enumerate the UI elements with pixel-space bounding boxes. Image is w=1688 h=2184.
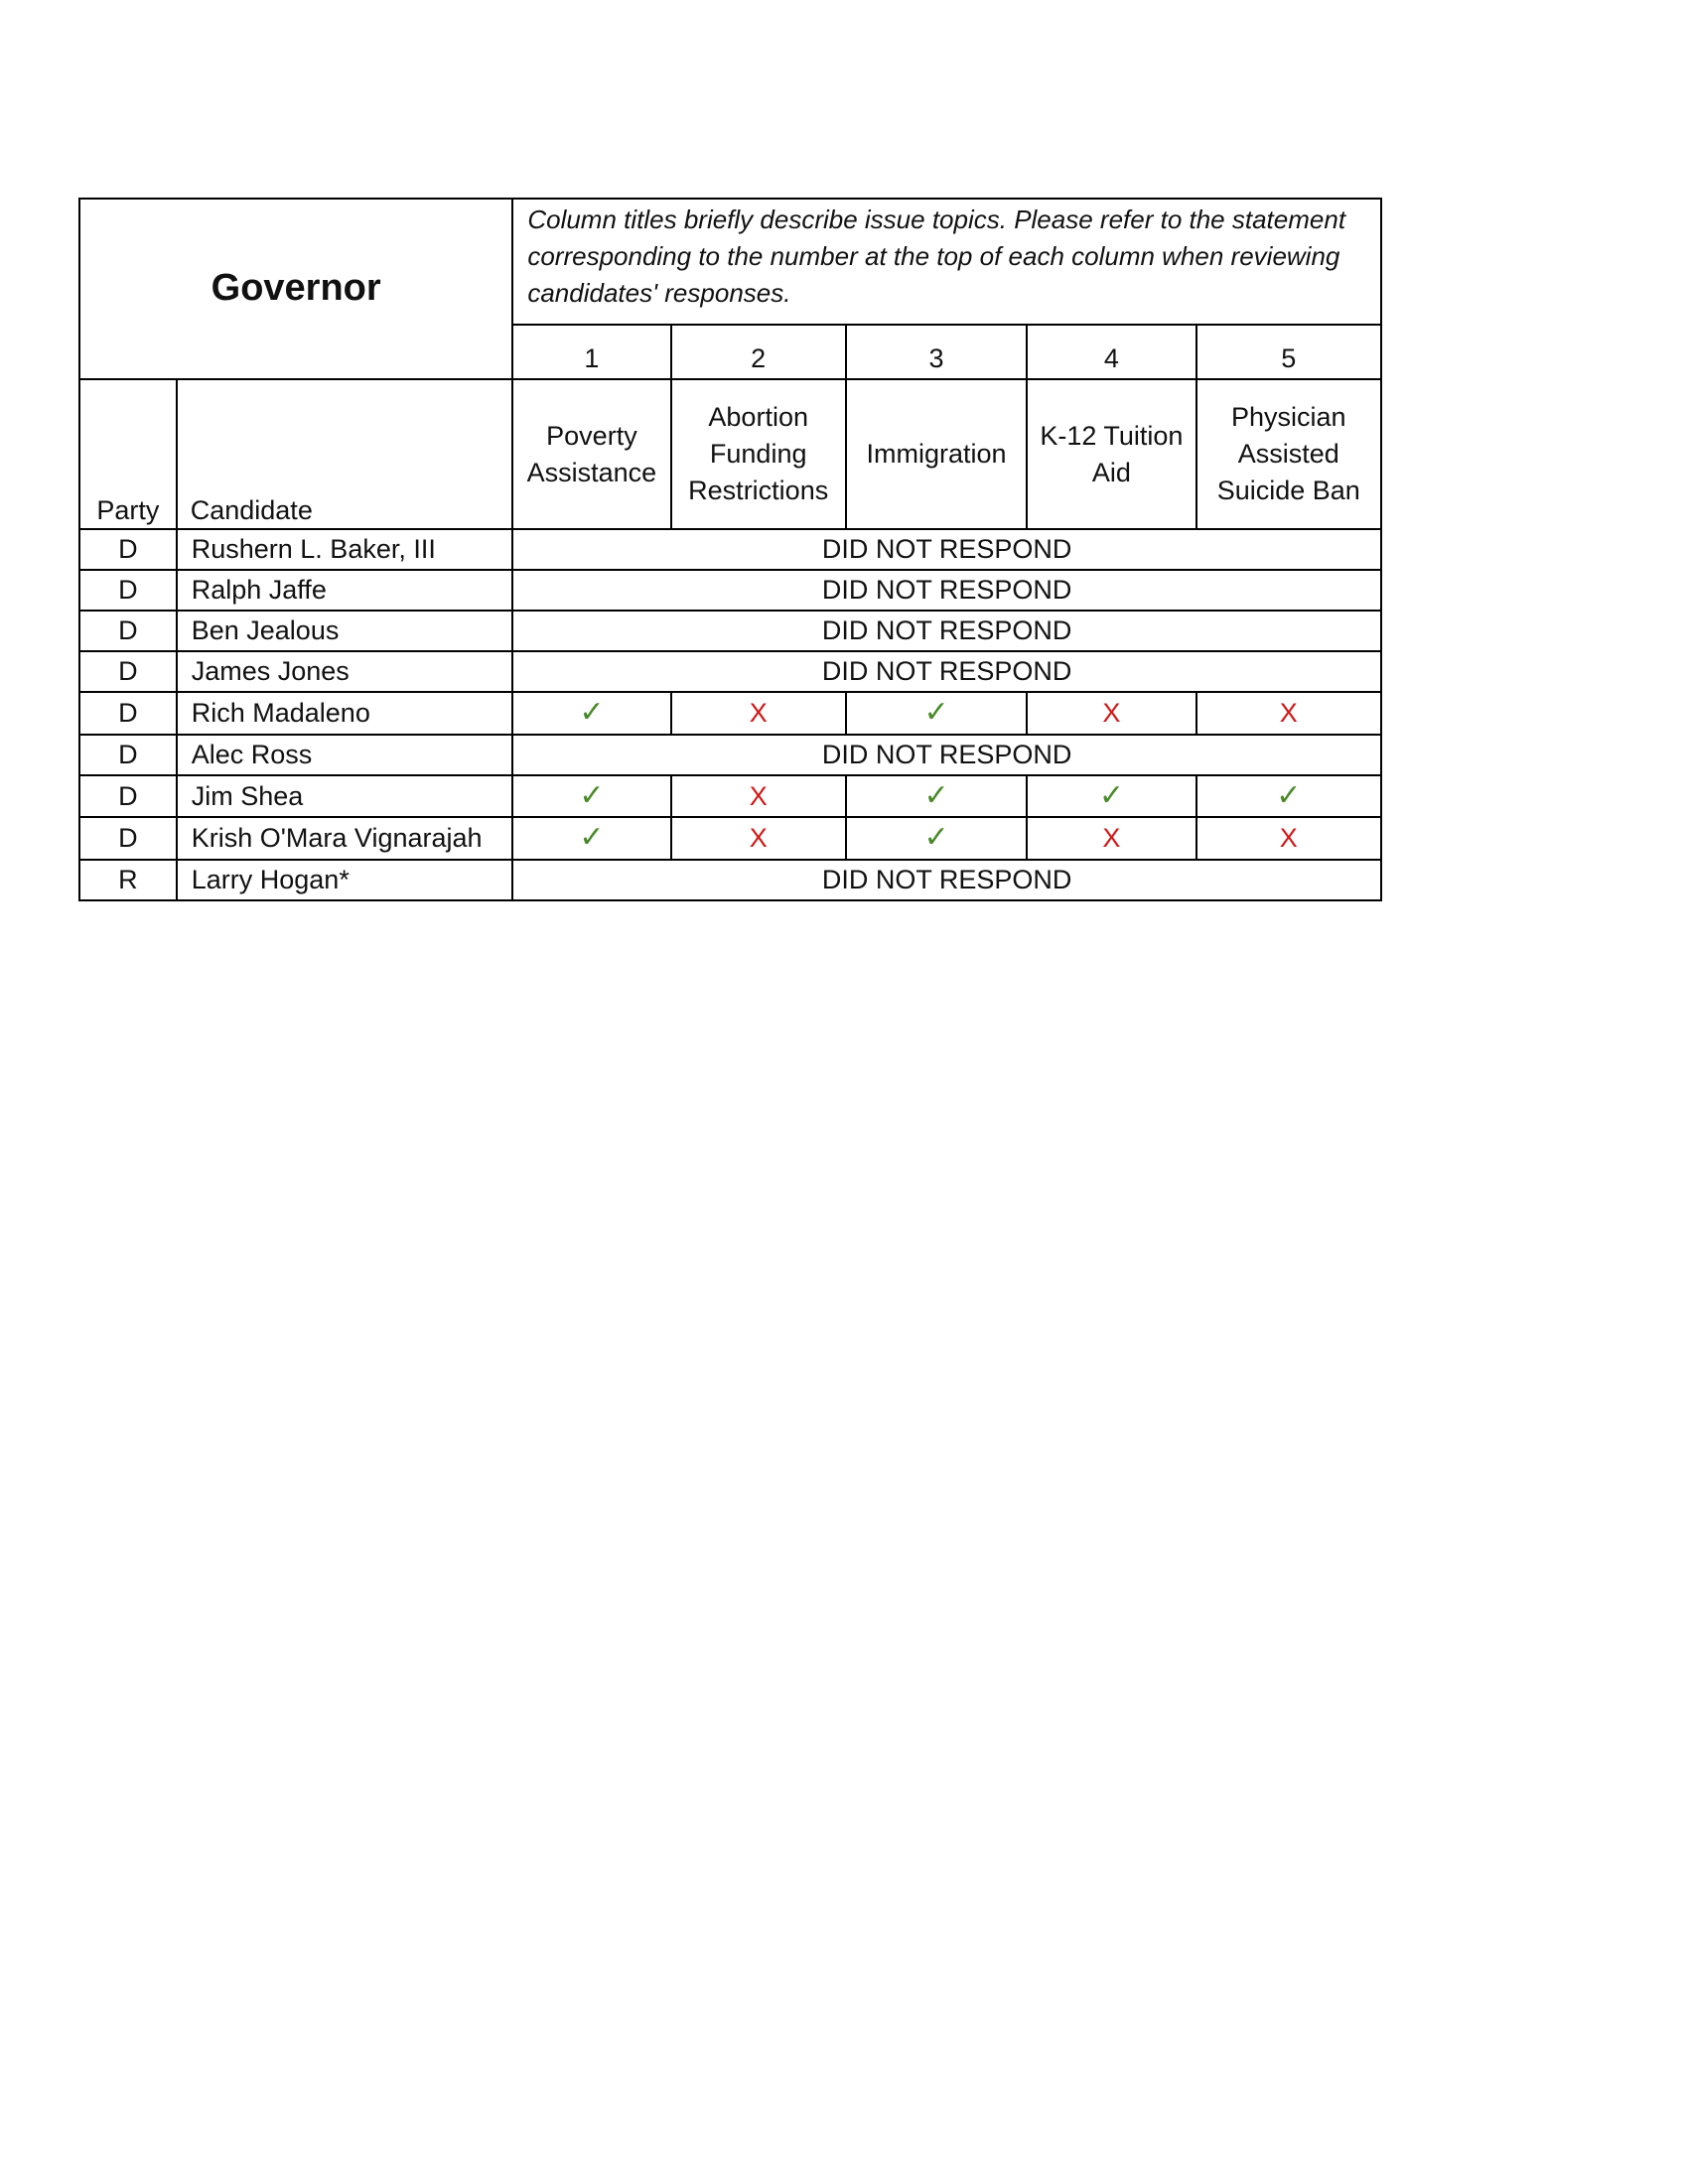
- candidate-row: [79, 570, 1381, 611]
- candidate-row: [79, 529, 1381, 570]
- no-response-cell: DID NOT RESPOND: [512, 611, 1381, 651]
- party-cell: R: [79, 860, 177, 900]
- candidate-name-cell: Ralph Jaffe: [177, 570, 513, 611]
- candidate-name-cell: Ben Jealous: [177, 611, 513, 651]
- checkmark-icon: ✓: [1196, 775, 1381, 818]
- x-mark-icon: X: [1196, 817, 1381, 860]
- checkmark-icon: ✓: [512, 692, 670, 735]
- candidate-name-cell: Larry Hogan*: [177, 860, 513, 900]
- office-title: Governor: [79, 199, 512, 379]
- candidate-name-cell: James Jones: [177, 651, 513, 692]
- party-cell: D: [79, 611, 177, 651]
- no-response-cell: DID NOT RESPOND: [512, 651, 1381, 692]
- party-cell: D: [79, 570, 177, 611]
- party-cell: D: [79, 817, 177, 860]
- issue-title-1: Poverty Assistance: [512, 379, 670, 529]
- governor-survey-table-container: [78, 198, 1382, 901]
- party-cell: D: [79, 735, 177, 775]
- candidate-name-cell: Rich Madaleno: [177, 692, 513, 735]
- candidate-row: [79, 692, 1381, 735]
- issue-number-1: 1: [512, 325, 670, 379]
- x-mark-icon: X: [671, 692, 846, 735]
- instructions-note: Column titles briefly describe issue topics. Please refer to the statement corresponding to the number at the top of each column when reviewing candidates' responses.: [512, 199, 1381, 325]
- issue-number-4: 4: [1027, 325, 1196, 379]
- checkmark-icon: ✓: [512, 775, 670, 818]
- candidate-survey-table: [78, 198, 1382, 901]
- checkmark-icon: ✓: [846, 775, 1027, 818]
- no-response-cell: DID NOT RESPOND: [512, 570, 1381, 611]
- issue-title-4: K-12 Tuition Aid: [1027, 379, 1196, 529]
- party-column-header: Party: [79, 379, 177, 529]
- issue-title-5: Physician Assisted Suicide Ban: [1196, 379, 1381, 529]
- x-mark-icon: X: [671, 817, 846, 860]
- x-mark-icon: X: [671, 775, 846, 818]
- x-mark-icon: X: [1196, 692, 1381, 735]
- candidate-row: [79, 651, 1381, 692]
- checkmark-icon: ✓: [846, 817, 1027, 860]
- issue-number-3: 3: [846, 325, 1027, 379]
- candidate-name-cell: Jim Shea: [177, 775, 513, 818]
- issue-title-2: Abortion Funding Restrictions: [671, 379, 846, 529]
- no-response-cell: DID NOT RESPOND: [512, 735, 1381, 775]
- checkmark-icon: ✓: [512, 817, 670, 860]
- x-mark-icon: X: [1027, 692, 1196, 735]
- candidate-row: [79, 775, 1381, 818]
- candidate-row: [79, 611, 1381, 651]
- candidate-name-cell: Krish O'Mara Vignarajah: [177, 817, 513, 860]
- party-cell: D: [79, 775, 177, 818]
- checkmark-icon: ✓: [846, 692, 1027, 735]
- issue-number-2: 2: [671, 325, 846, 379]
- no-response-cell: DID NOT RESPOND: [512, 860, 1381, 900]
- checkmark-icon: ✓: [1027, 775, 1196, 818]
- candidate-row: [79, 817, 1381, 860]
- candidate-row: [79, 860, 1381, 900]
- x-mark-icon: X: [1027, 817, 1196, 860]
- candidate-column-header: Candidate: [177, 379, 513, 529]
- candidate-name-cell: Alec Ross: [177, 735, 513, 775]
- party-cell: D: [79, 651, 177, 692]
- candidate-row: [79, 735, 1381, 775]
- no-response-cell: DID NOT RESPOND: [512, 529, 1381, 570]
- candidate-name-cell: Rushern L. Baker, III: [177, 529, 513, 570]
- party-cell: D: [79, 692, 177, 735]
- issue-number-5: 5: [1196, 325, 1381, 379]
- issue-title-3: Immigration: [846, 379, 1027, 529]
- party-cell: D: [79, 529, 177, 570]
